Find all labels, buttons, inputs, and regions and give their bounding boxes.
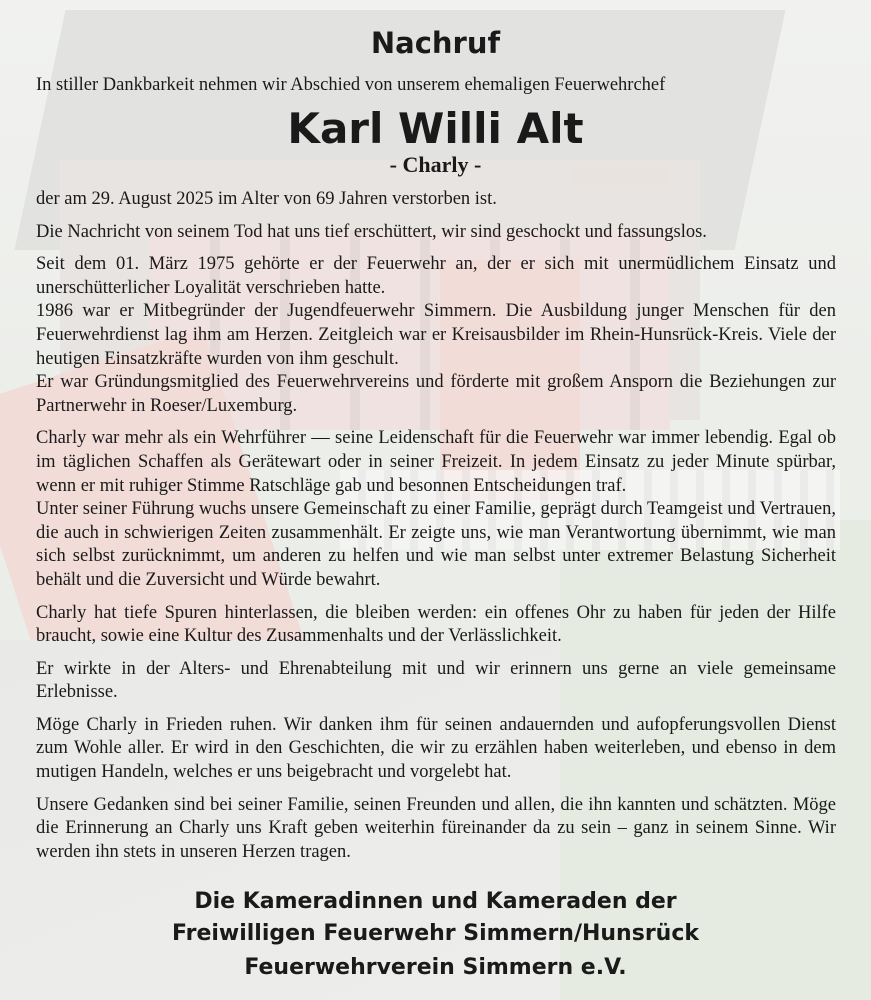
paragraph-rest: Möge Charly in Frieden ruhen. Wir danken ihm für seinen andauernden und aufopferungsvollen Dienst zum Wohle aller. Er wird in den Geschichten, die wir zu erzählen haben weiterleben, und ebenso in dem mutigen Handeln, welches er uns beigebracht und vorgelebt hat.: [36, 714, 836, 783]
paragraph-leader: Charly war mehr als ein Wehrführer — seine Leidenschaft für die Feuerwehr war immer lebendig. Egal ob im täglichen Schaffen als Gerätewart oder in seiner Freizeit. In jedem Einsatz zu jeder Minute spürbar, wenn er mit ruhiger Stimme Ratschläge gab und besonnen Entscheidungen traf.: [36, 428, 836, 496]
notice-title: Nachruf: [370, 26, 501, 60]
paragraph-thoughts: Unsere Gedanken sind bei seiner Familie, seinen Freunden und allen, die ihn kannten und schätzten. Möge die Erinnerung an Charly uns Kraft geben weiterhin füreinander da zu sein – ganz in seinem Sinne. Wir werden ihn stets in unseren Herzen tragen.: [36, 794, 836, 862]
signature-line-3: Feuerwehrverein Simmern e.V.: [244, 955, 627, 980]
paragraph-legacy: Charly hat tiefe Spuren hinterlassen, die bleiben werden: ein offenes Ohr zu haben für jeden der Hilfe braucht, sowie eine Kultur des Zusammenhalts und der Verlässlichkeit.: [36, 602, 836, 647]
obituary-body: [36, 188, 836, 864]
paragraph-youth: 1986 war er Mitbegründer der Jugendfeuerwehr Simmern. Die Ausbildung junger Menschen für den Feuerwehrdienst lag ihm am Herzen. Zeitgleich war er Kreisausbilder im Rhein-Hunsrück-Kreis. Viele der heutigen Einsatzkräfte wurden von ihm geschult.: [36, 301, 836, 369]
paragraph-community: Unter seiner Führung wuchs unsere Gemeinschaft zu einer Familie, geprägt durch Teamgeist und Vertrauen, die auch in schwierigen Zeiten zusammenhält. Er zeigte uns, wie man Verantwortung übernimmt, wie man sich selbst zurücknimmt, um anderen zu helfen und wie man selbst unter extremer Belastung Sicherheit behält und die Zuversicht und Würde bewahrt.: [36, 499, 836, 590]
signature-line-2: Freiwilligen Feuerwehr Simmern/Hunsrück: [171, 921, 700, 946]
deceased-nickname: - Charly -: [389, 152, 482, 177]
paragraph-shock: Die Nachricht von seinem Tod hat uns tief erschüttert, wir sind geschockt und fassungslos.: [36, 221, 707, 242]
signature-line-1: Die Kameradinnen und Kameraden der: [194, 889, 677, 914]
paragraph-honorary: Er wirkte in der Alters- und Ehrenabteilung mit und wir erinnern uns gerne an viele gemeinsame Erlebnisse.: [36, 658, 836, 703]
intro-text: In stiller Dankbarkeit nehmen wir Abschied von unserem ehemaligen Feuerwehrchef: [36, 75, 666, 95]
paragraph-death-date: der am 29. August 2025 im Alter von 69 Jahren verstorben ist.: [36, 189, 497, 209]
paragraph-membership: Seit dem 01. März 1975 gehörte er der Feuerwehr an, der er sich mit unermüdlichem Einsatz und unerschütterlicher Loyalität verschrieben hatte.: [36, 254, 836, 298]
signature-block: [0, 886, 871, 950]
paragraph-association: Er war Gründungsmitglied des Feuerwehrvereins und förderte mit großem Ansporn die Beziehungen zur Partnerwehr in Roeser/Luxemburg.: [36, 372, 836, 416]
deceased-name: Karl Willi Alt: [287, 104, 584, 153]
